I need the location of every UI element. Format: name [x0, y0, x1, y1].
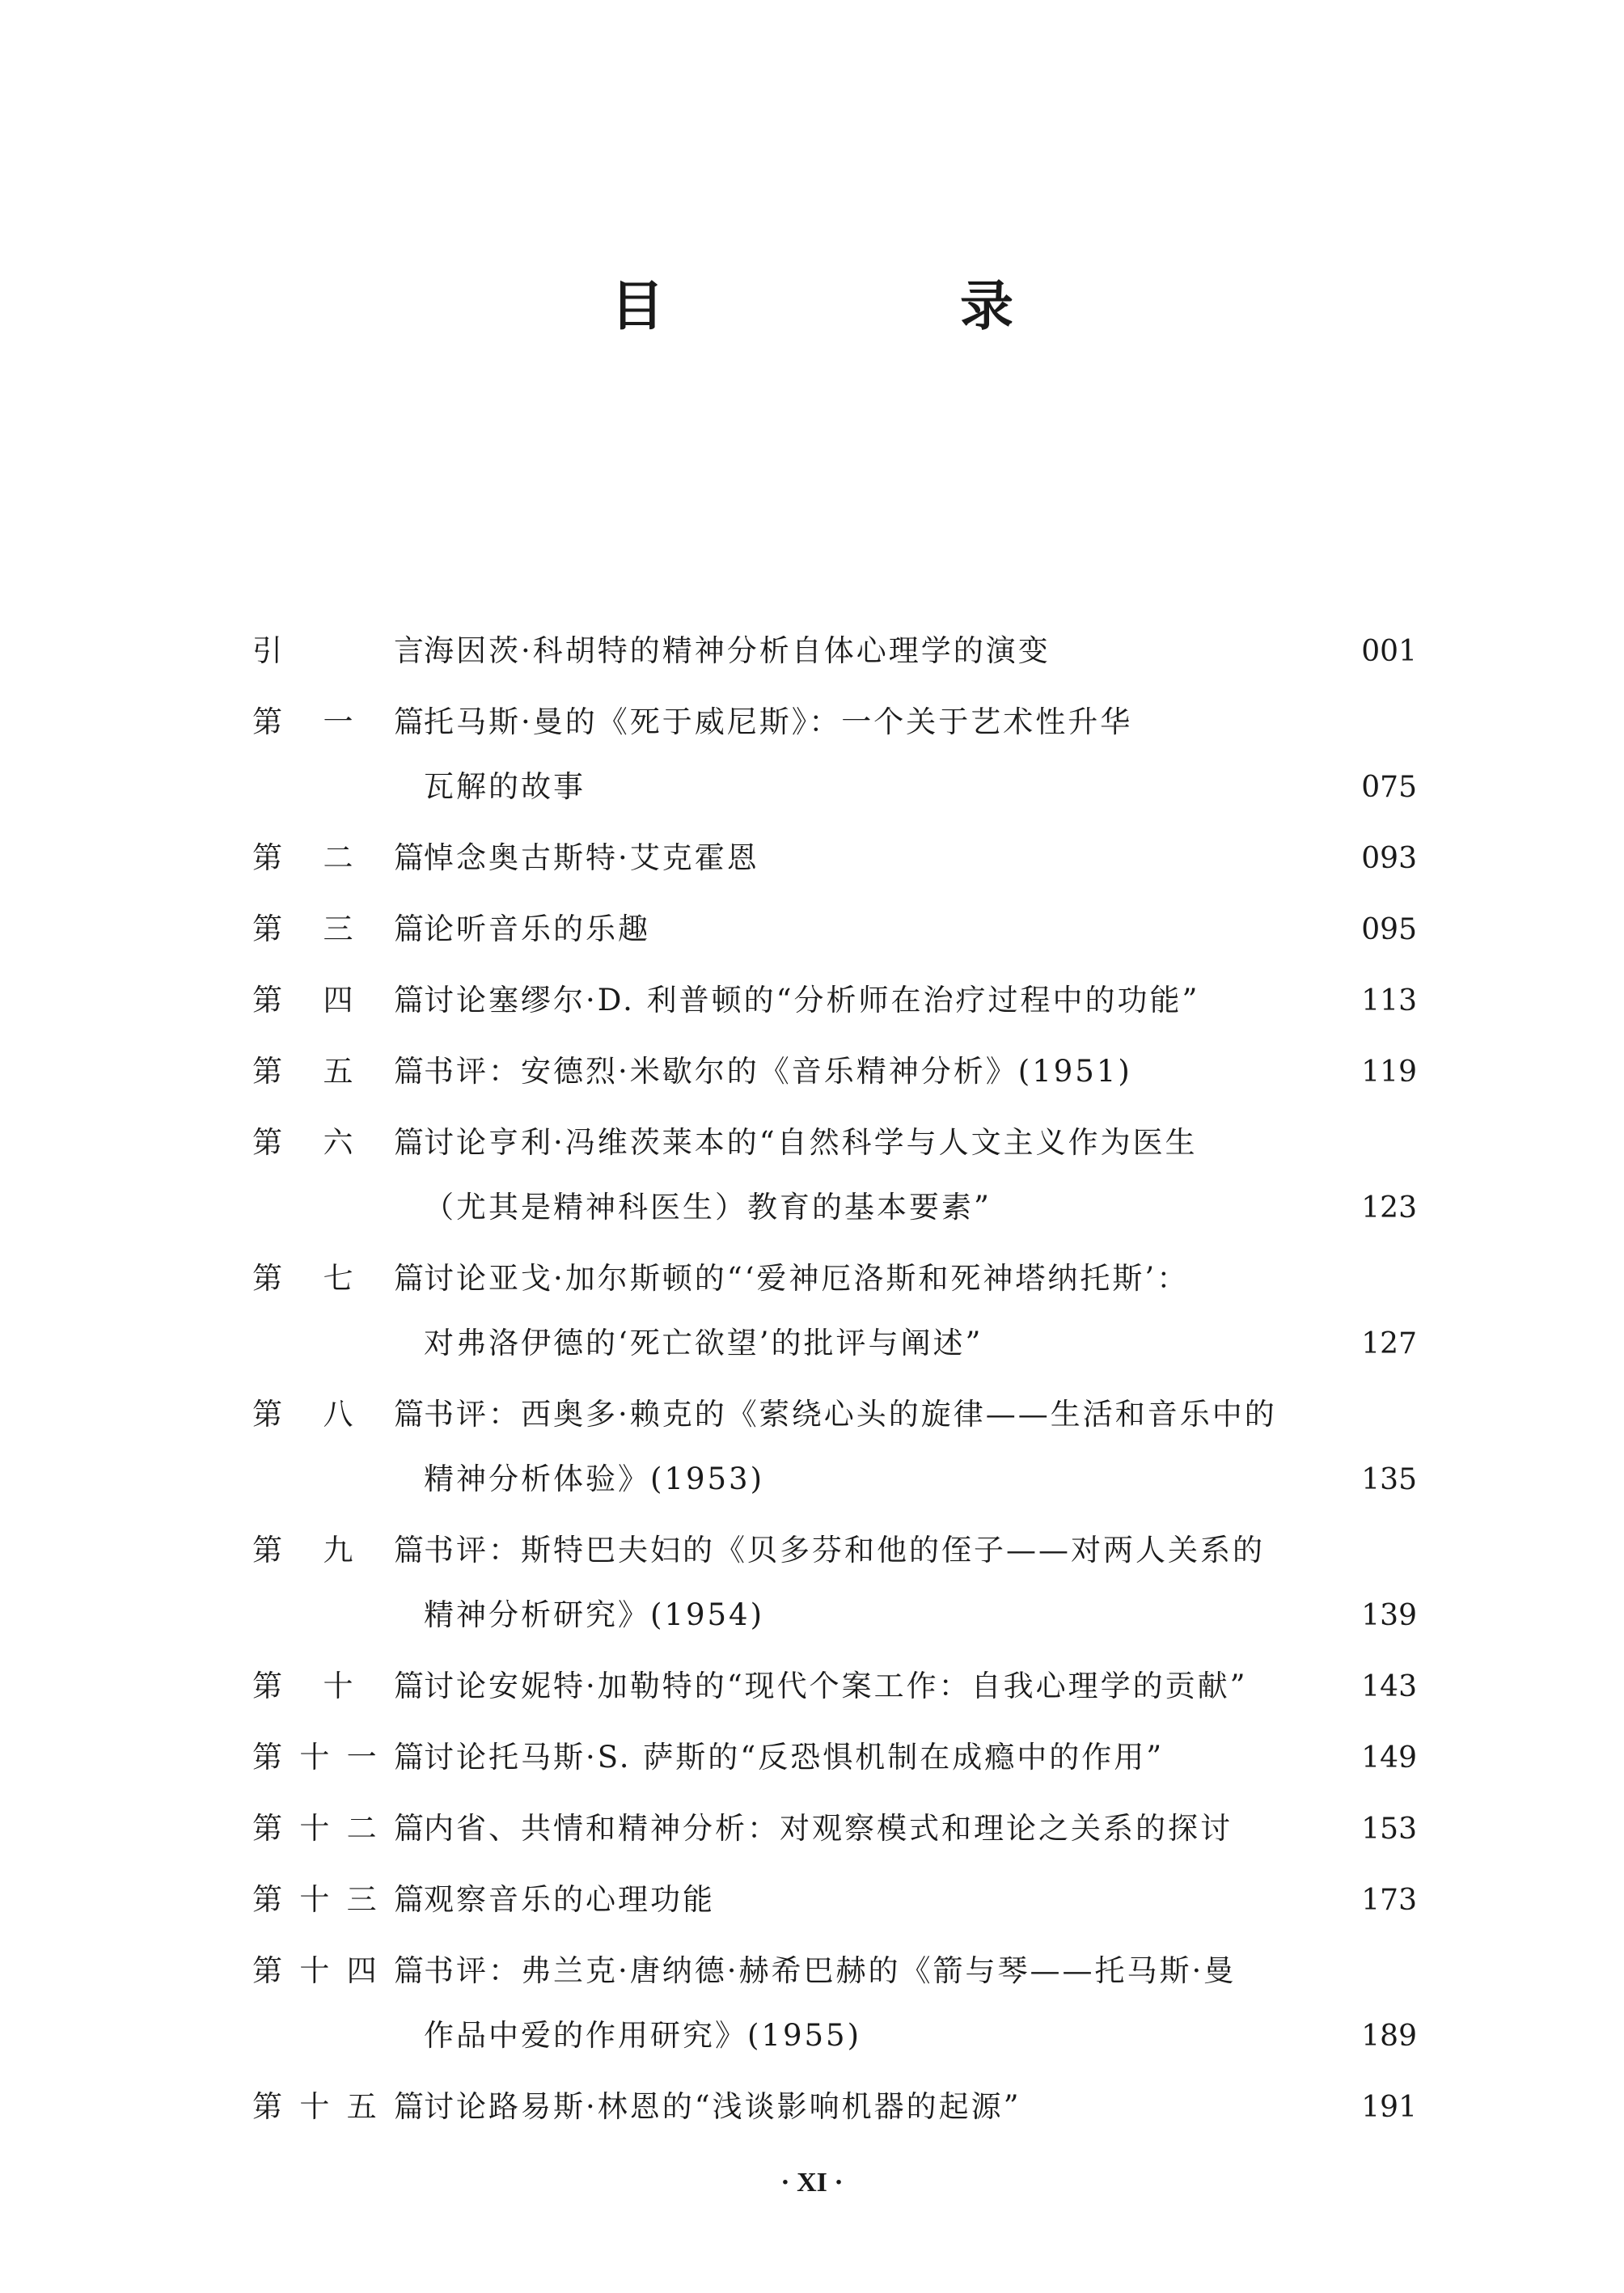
toc-entry-line: [252, 1939, 1417, 2003]
toc-entry-line: [252, 1796, 1417, 1861]
toc-entry-title: 书评：斯特巴夫妇的《贝多芬和他的侄子——对两人关系的: [424, 1533, 1265, 1567]
toc-entry-title: 讨论亨利·冯维茨莱本的“自然科学与人文主义作为医生: [424, 1125, 1198, 1160]
toc-entry-title: 观察音乐的心理功能: [424, 1882, 715, 1917]
toc-entry-title: 论听音乐的乐趣: [424, 912, 650, 946]
toc-entry-line: [252, 826, 1417, 891]
toc-entry-label: 第 十 三 篇: [252, 1882, 424, 1917]
toc-entry-title: 对弗洛伊德的‘死亡欲望’的批评与阐述”: [424, 1326, 983, 1360]
toc-entry-label: 第 十 一 篇: [252, 1740, 424, 1775]
toc-entry: [252, 1246, 1417, 1376]
toc-entry-label: 第 二 篇: [252, 840, 424, 875]
toc-entry-page: 075: [1361, 771, 1417, 804]
toc-entry-title: 精神分析体验》(1953): [424, 1462, 765, 1496]
toc-entry-label: 第 七 篇: [252, 1261, 424, 1296]
toc-entry: [252, 897, 1417, 962]
toc-entry-line: [252, 1246, 1417, 1311]
toc-entry-label: 第 十 篇: [252, 1669, 424, 1703]
toc-entry-title: 讨论路易斯·林恩的“浅谈影响机器的起源”: [424, 2089, 1021, 2124]
toc-entry-line: [252, 2003, 1417, 2068]
toc-entry: [252, 690, 1417, 819]
toc-entry-page: 127: [1361, 1327, 1417, 1360]
toc-entry: [252, 1939, 1417, 2068]
toc-entry-line: [252, 968, 1417, 1033]
toc-entry-label: 第 十 二 篇: [252, 1811, 424, 1846]
toc-entry-page: 189: [1361, 2020, 1417, 2053]
toc-entry-line: [252, 1111, 1417, 1175]
toc-entry-title: 书评：西奥多·赖克的《萦绕心头的旋律——生活和音乐中的: [424, 1397, 1277, 1432]
toc-entry-label: 第 一 篇: [252, 704, 424, 739]
toc-entry-page: 153: [1361, 1813, 1417, 1846]
toc-entry-title: 内省、共情和精神分析：对观察模式和理论之关系的探讨: [424, 1811, 1233, 1846]
toc-entry-line: [252, 1039, 1417, 1104]
toc-entry-title: （尤其是精神科医生）教育的基本要素”: [424, 1190, 992, 1225]
toc-entry-page: 119: [1361, 1056, 1417, 1089]
toc-entry: [252, 1796, 1417, 1861]
toc-entry-line: [252, 1583, 1417, 1648]
toc-entry-line: [252, 690, 1417, 755]
toc-entry-title: 讨论亚戈·加尔斯顿的“‘爱神厄洛斯和死神塔纳托斯’：: [424, 1261, 1190, 1296]
toc-entry-line: [252, 1382, 1417, 1447]
toc-entry-line: [252, 1175, 1417, 1240]
toc-entry-title: 讨论托马斯·S. 萨斯的“反恐惧机制在成瘾中的作用”: [424, 1740, 1165, 1775]
toc-entry-line: [252, 755, 1417, 819]
toc-entry-title: 托马斯·曼的《死于威尼斯》：一个关于艺术性升华: [424, 704, 1133, 739]
toc-entry: [252, 1868, 1417, 1932]
toc-entry-title: 悼念奥古斯特·艾克霍恩: [424, 840, 759, 875]
toc-entry-page: 191: [1361, 2091, 1417, 2124]
toc-entry-page: 095: [1361, 913, 1417, 946]
toc-entry-title: 讨论安妮特·加勒特的“现代个案工作：自我心理学的贡献”: [424, 1669, 1248, 1703]
toc-entry-title: 书评：安德烈·米歇尔的《音乐精神分析》(1951): [424, 1054, 1132, 1089]
table-of-contents: [252, 619, 1417, 2146]
toc-entry-title: 海因茨·科胡特的精神分析自体心理学的演变: [424, 633, 1051, 668]
toc-entry: [252, 2075, 1417, 2139]
toc-entry: [252, 1654, 1417, 1719]
toc-entry: [252, 1518, 1417, 1648]
toc-entry-label: 第 六 篇: [252, 1125, 424, 1160]
toc-entry-line: [252, 2075, 1417, 2139]
page-number: · XI ·: [780, 2168, 844, 2198]
page-title: 目 录: [611, 274, 1135, 337]
toc-entry-label: 第 八 篇: [252, 1397, 424, 1432]
toc-entry-label: 第 十 四 篇: [252, 1953, 424, 1988]
toc-entry-page: 139: [1361, 1599, 1417, 1632]
toc-entry: [252, 1111, 1417, 1240]
toc-entry-page: 173: [1361, 1884, 1417, 1917]
toc-entry-label: 第 三 篇: [252, 912, 424, 946]
toc-entry-label: 第 四 篇: [252, 983, 424, 1017]
toc-entry: [252, 1382, 1417, 1512]
toc-entry: [252, 1039, 1417, 1104]
toc-entry-title: 作品中爱的作用研究》(1955): [424, 2018, 862, 2053]
toc-entry-label: 第 十 五 篇: [252, 2089, 424, 2124]
toc-entry: [252, 968, 1417, 1033]
toc-entry-page: 135: [1361, 1463, 1417, 1496]
toc-entry-page: 093: [1361, 842, 1417, 875]
toc-entry-line: [252, 897, 1417, 962]
toc-entry-line: [252, 1654, 1417, 1719]
toc-entry-page: 113: [1361, 984, 1417, 1017]
toc-entry-line: [252, 1447, 1417, 1512]
toc-entry: [252, 619, 1417, 683]
toc-entry-page: 123: [1361, 1191, 1417, 1225]
toc-entry-title: 书评：弗兰克·唐纳德·赫希巴赫的《箭与琴——托马斯·曼: [424, 1953, 1237, 1988]
toc-entry-label: 第 九 篇: [252, 1533, 424, 1567]
toc-entry-line: [252, 619, 1417, 683]
toc-entry-label: 第 五 篇: [252, 1054, 424, 1089]
toc-entry: [252, 1725, 1417, 1790]
toc-entry-line: [252, 1868, 1417, 1932]
toc-entry-line: [252, 1518, 1417, 1583]
toc-entry-title: 精神分析研究》(1954): [424, 1597, 765, 1632]
toc-entry-line: [252, 1311, 1417, 1376]
toc-entry-label: 引 言: [252, 633, 424, 668]
toc-entry-page: 001: [1361, 635, 1417, 668]
toc-entry-title: 瓦解的故事: [424, 769, 586, 804]
toc-entry-line: [252, 1725, 1417, 1790]
toc-entry-page: 149: [1361, 1741, 1417, 1775]
toc-entry-title: 讨论塞缪尔·D. 利普顿的“分析师在治疗过程中的功能”: [424, 983, 1200, 1017]
toc-entry-page: 143: [1361, 1670, 1417, 1703]
toc-entry: [252, 826, 1417, 891]
